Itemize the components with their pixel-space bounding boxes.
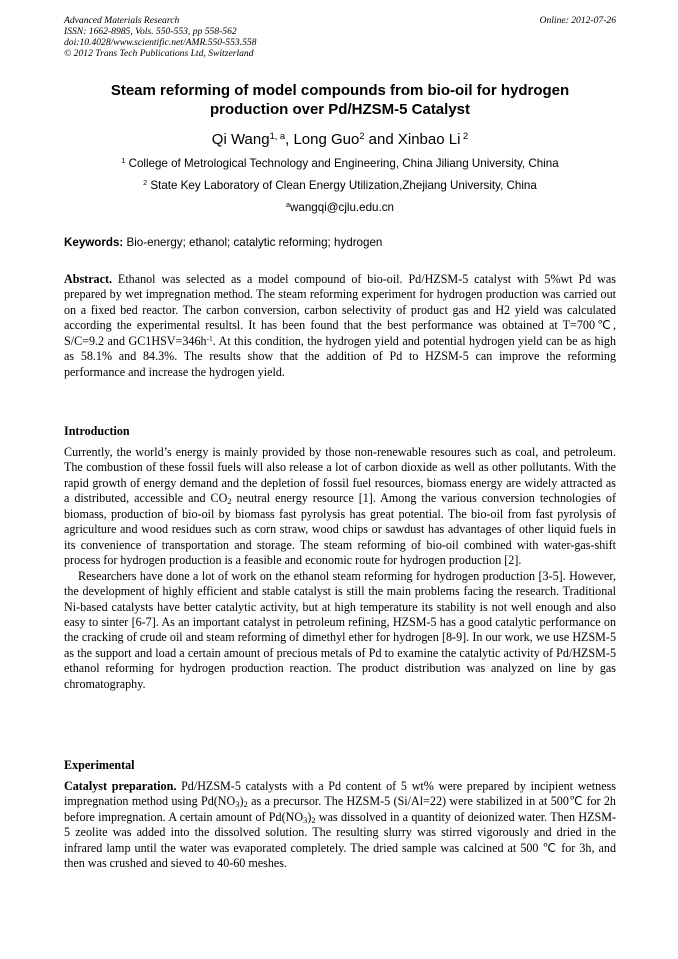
affil-text: State Key Laboratory of Clean Energy Utilization,Zhejiang University, China: [147, 179, 537, 192]
author-list: [64, 131, 616, 149]
affiliation-1: [64, 157, 616, 171]
author-affil-mark: 1, a: [269, 130, 286, 141]
exp-text: ): [307, 809, 312, 824]
doi-line: doi:10.4028/www.scientific.net/AMR.550-553.558: [64, 37, 257, 48]
catalyst-prep-label: Catalyst preparation.: [64, 779, 177, 793]
journal-header: [64, 15, 616, 59]
copyright-line: © 2012 Trans Tech Publications Ltd, Switzerland: [64, 48, 254, 59]
author-affil-mark: 2: [359, 130, 365, 141]
title-line-2: production over Pd/HZSM-5 Catalyst: [209, 100, 471, 118]
exp-text: Pd/HZSM-5 catalysts with a Pd content of 5 wt% were prepared by incipient wetness impregnation method using Pd(NO: [64, 779, 616, 809]
abstract-label: Abstract.: [64, 272, 113, 286]
affiliation-2: [64, 179, 616, 193]
affil-mark: 1: [121, 156, 126, 166]
journal-name: Advanced Materials Research: [64, 15, 180, 26]
exp-text: was dissolved in a quantity of deionized water. Then HZSM-5 zeolite was added into the dissolved solution. The resulting slurry was stirred vigorously and dried in the infrared lamp until the water was evaporated completely. The dried sample was calcined at 500 ℃ for 3h, and then was crushed and sieved to 40-60 meshes.: [64, 809, 616, 871]
paper-title: [64, 82, 616, 119]
exp-subscript: 2: [311, 815, 316, 826]
online-date: Online: 2012-07-26: [539, 15, 616, 26]
exp-subscript: 2: [243, 799, 248, 810]
intro-text: Currently, the world’s energy is mainly provided by those non-renewable resoures such as coal, and petroleum. The combustion of these fossil fuels will also release a lot of carbon dioxide as well as other pollutants. With the rapid growth of energy demand and the depletion of fossil fuel resources, biomass energy are widely attracted as a distributed, accessible and CO: [64, 445, 616, 506]
introduction-body: [64, 445, 616, 692]
author-name: Xinbao Li: [397, 131, 461, 148]
intro-subscript: 2: [227, 496, 232, 507]
keywords-text: Bio-energy; ethanol; catalytic reforming; hydrogen: [123, 236, 383, 249]
author-separator: and: [364, 131, 398, 148]
keywords: [64, 236, 616, 250]
affil-mark: 2: [143, 178, 148, 188]
email-mark: a: [286, 200, 291, 210]
intro-paragraph-1: [64, 445, 616, 569]
introduction-heading: Introduction: [64, 424, 130, 438]
exp-subscript: 3: [235, 799, 240, 810]
author-affil-mark: 2: [460, 130, 469, 141]
abstract-text: Ethanol was selected as a model compound of bio-oil. Pd/HZSM-5 catalyst with 5%wt Pd was prepared by wet impregnation method. The steam reforming experiment for hydrogen production was carried out on a fixed bed reactor. The carbon conversion, carbon selectivity of product gas and H2 yield was calculated according the experimental resultsl. It has been found that the best performance was obtained at T=700℃, S/C=9.2 and GC1HSV=346h: [64, 272, 616, 348]
issn-line: ISSN: 1662-8985, Vols. 550-553, pp 558-562: [64, 26, 237, 37]
exp-text: ): [239, 794, 244, 809]
abstract-superscript: -1: [206, 333, 213, 343]
author-email: [64, 201, 616, 215]
abstract: [64, 272, 616, 380]
intro-text: neutral energy resource [1]. Among the various conversion technologies of biomass, production of bio-oil by biomass fast pyrolysis has great potential. The bio-oil from fast pyrolysis of agriculture and wood residues such as corn straw, wood chips or sawdust has advantages of other liquid fuels in its convenience of transportation and storage. The steam reforming of bio-oil combined with water-gas-shift process for hydrogen production is a feasible and economic route for hydrogen production [2].: [64, 491, 616, 568]
exp-subscript: 3: [303, 815, 308, 826]
exp-text: as a precursor. The HZSM-5 (Si/Al=22) were stabilized in at 500℃ for 2h before impregnation. A certain amount of Pd(NO: [64, 794, 616, 824]
author-name: Long Guo: [293, 131, 360, 148]
affil-text: College of Metrological Technology and Engineering, China Jiliang University, China: [125, 157, 559, 170]
experimental-body: [64, 779, 616, 872]
author-name: Qi Wang: [211, 131, 270, 148]
title-line-1: Steam reforming of model compounds from bio-oil for hydrogen: [110, 82, 570, 99]
intro-paragraph-2: Researchers have done a lot of work on the ethanol steam reforming for hydrogen production [3-5]. However, the development of highly efficient and stable catalyst is still the main problems facing the research. Traditional Ni-based catalysts have better catalytic activity, but at high temperature its stability is not well enough and also easy to sinter [6-7]. As an important catalyst in petroleum refining, HZSM-5 has a good catalytic performance on the cracking of crude oil and steam reforming of dimethyl ether for hydrogen [8-9]. In our work, we use HZSM-5 as the support and load a certain amount of precious metals of Pd to examine the catalytic activity of Pd/HZSM-5 ethanol reforming for hydrogen production reaction. The product distribution was analyzed on line by gas chromatography.: [64, 568, 616, 691]
email-text: wangqi@cjlu.edu.cn: [290, 201, 394, 214]
keywords-label: Keywords:: [64, 236, 124, 249]
experimental-heading: Experimental: [64, 758, 135, 772]
abstract-text: . At this condition, the hydrogen yield and potential hydrogen yield can be as high as 58.1% and 84.3%. The results show that the addition of Pd to HZSM-5 can improve the reforming performance and increase the hydrogen yield.: [64, 333, 617, 379]
author-separator: ,: [285, 131, 294, 148]
